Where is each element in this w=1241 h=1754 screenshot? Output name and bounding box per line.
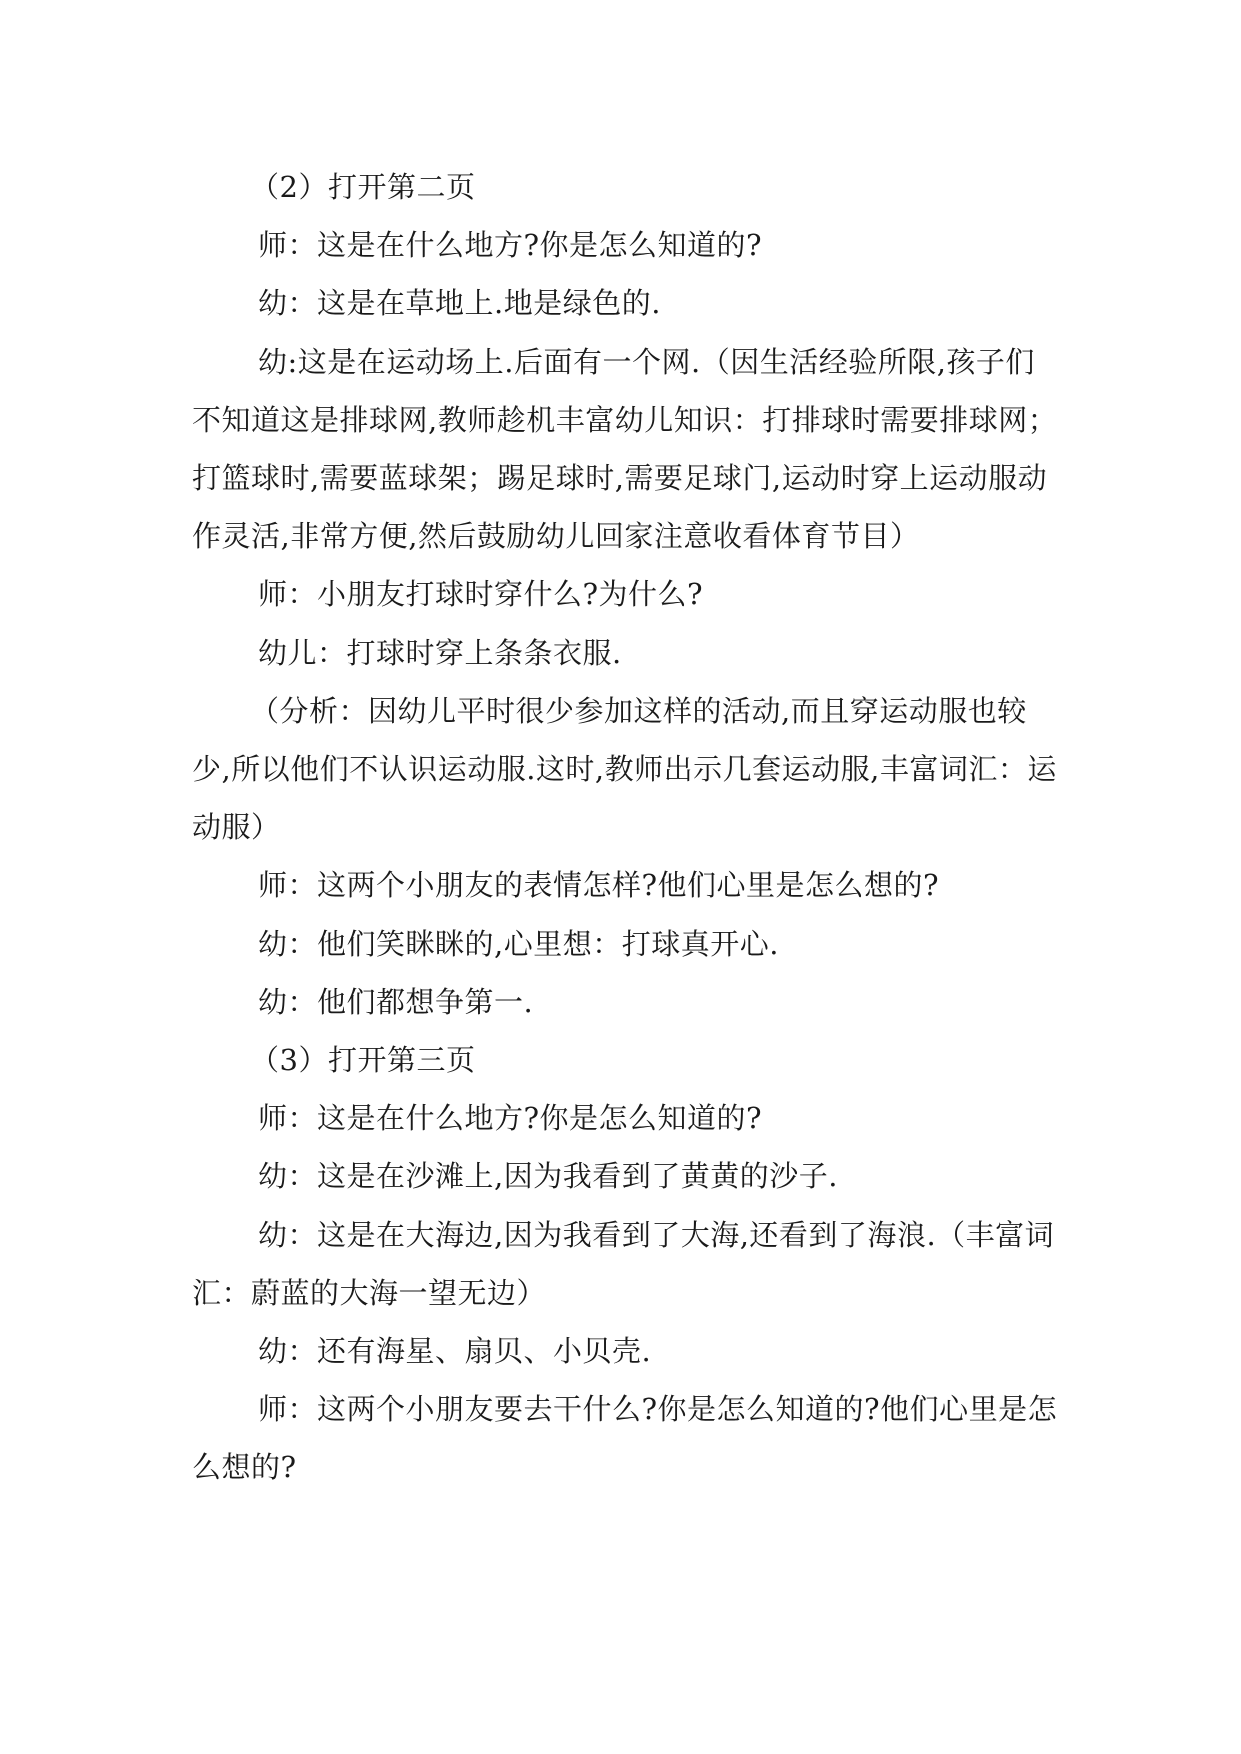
analysis-paragraph: （分析：因幼儿平时很少参加这样的活动,而且穿运动服也较少,所以他们不认识运动服.这时,教师出示几套运动服,丰富词汇：运动服） (192, 693, 1057, 845)
dialogue-line: 师：这是在什么地方?你是怎么知道的? (258, 228, 763, 263)
dialogue-line: 幼：他们都想争第一. (258, 984, 534, 1019)
dialogue-line: 幼：还有海星、扇贝、小贝壳. (258, 1334, 652, 1369)
dialogue-line: 幼儿：打球时穿上条条衣服. (258, 635, 622, 670)
dialogue-line: 幼：这是在大海边,因为我看到了大海,还看到了海浪.（丰富词汇：蔚蓝的大海一望无边） (192, 1217, 1055, 1310)
dialogue-line: 师：这两个小朋友的表情怎样?他们心里是怎么想的? (258, 868, 940, 903)
dialogue-line: 幼：这是在草地上.地是绿色的. (258, 286, 661, 321)
dialogue-line: 师：这是在什么地方?你是怎么知道的? (258, 1101, 763, 1136)
dialogue-line: 师：小朋友打球时穿什么?为什么? (258, 577, 704, 612)
heading-page-two: （2）打开第二页 (250, 170, 476, 204)
dialogue-line: 幼：他们笑眯眯的,心里想：打球真开心. (258, 926, 779, 961)
dialogue-line: 师：这两个小朋友要去干什么?你是怎么知道的?他们心里是怎么想的? (192, 1392, 1058, 1485)
dialogue-line: 幼:这是在运动场上.后面有一个网.（因生活经验所限,孩子们不知道这是排球网,教师趁机丰富幼儿知识：打排球时需要排球网；打篮球时,需要蓝球架；踢足球时,需要足球门,运动时穿上运动服动作灵活,非常方便,然后鼓励幼儿回家注意收看体育节目） (192, 344, 1058, 554)
dialogue-line: 幼：这是在沙滩上,因为我看到了黄黄的沙子. (258, 1159, 838, 1194)
heading-page-three: （3）打开第三页 (250, 1043, 476, 1078)
document-page (192, 158, 1062, 1497)
